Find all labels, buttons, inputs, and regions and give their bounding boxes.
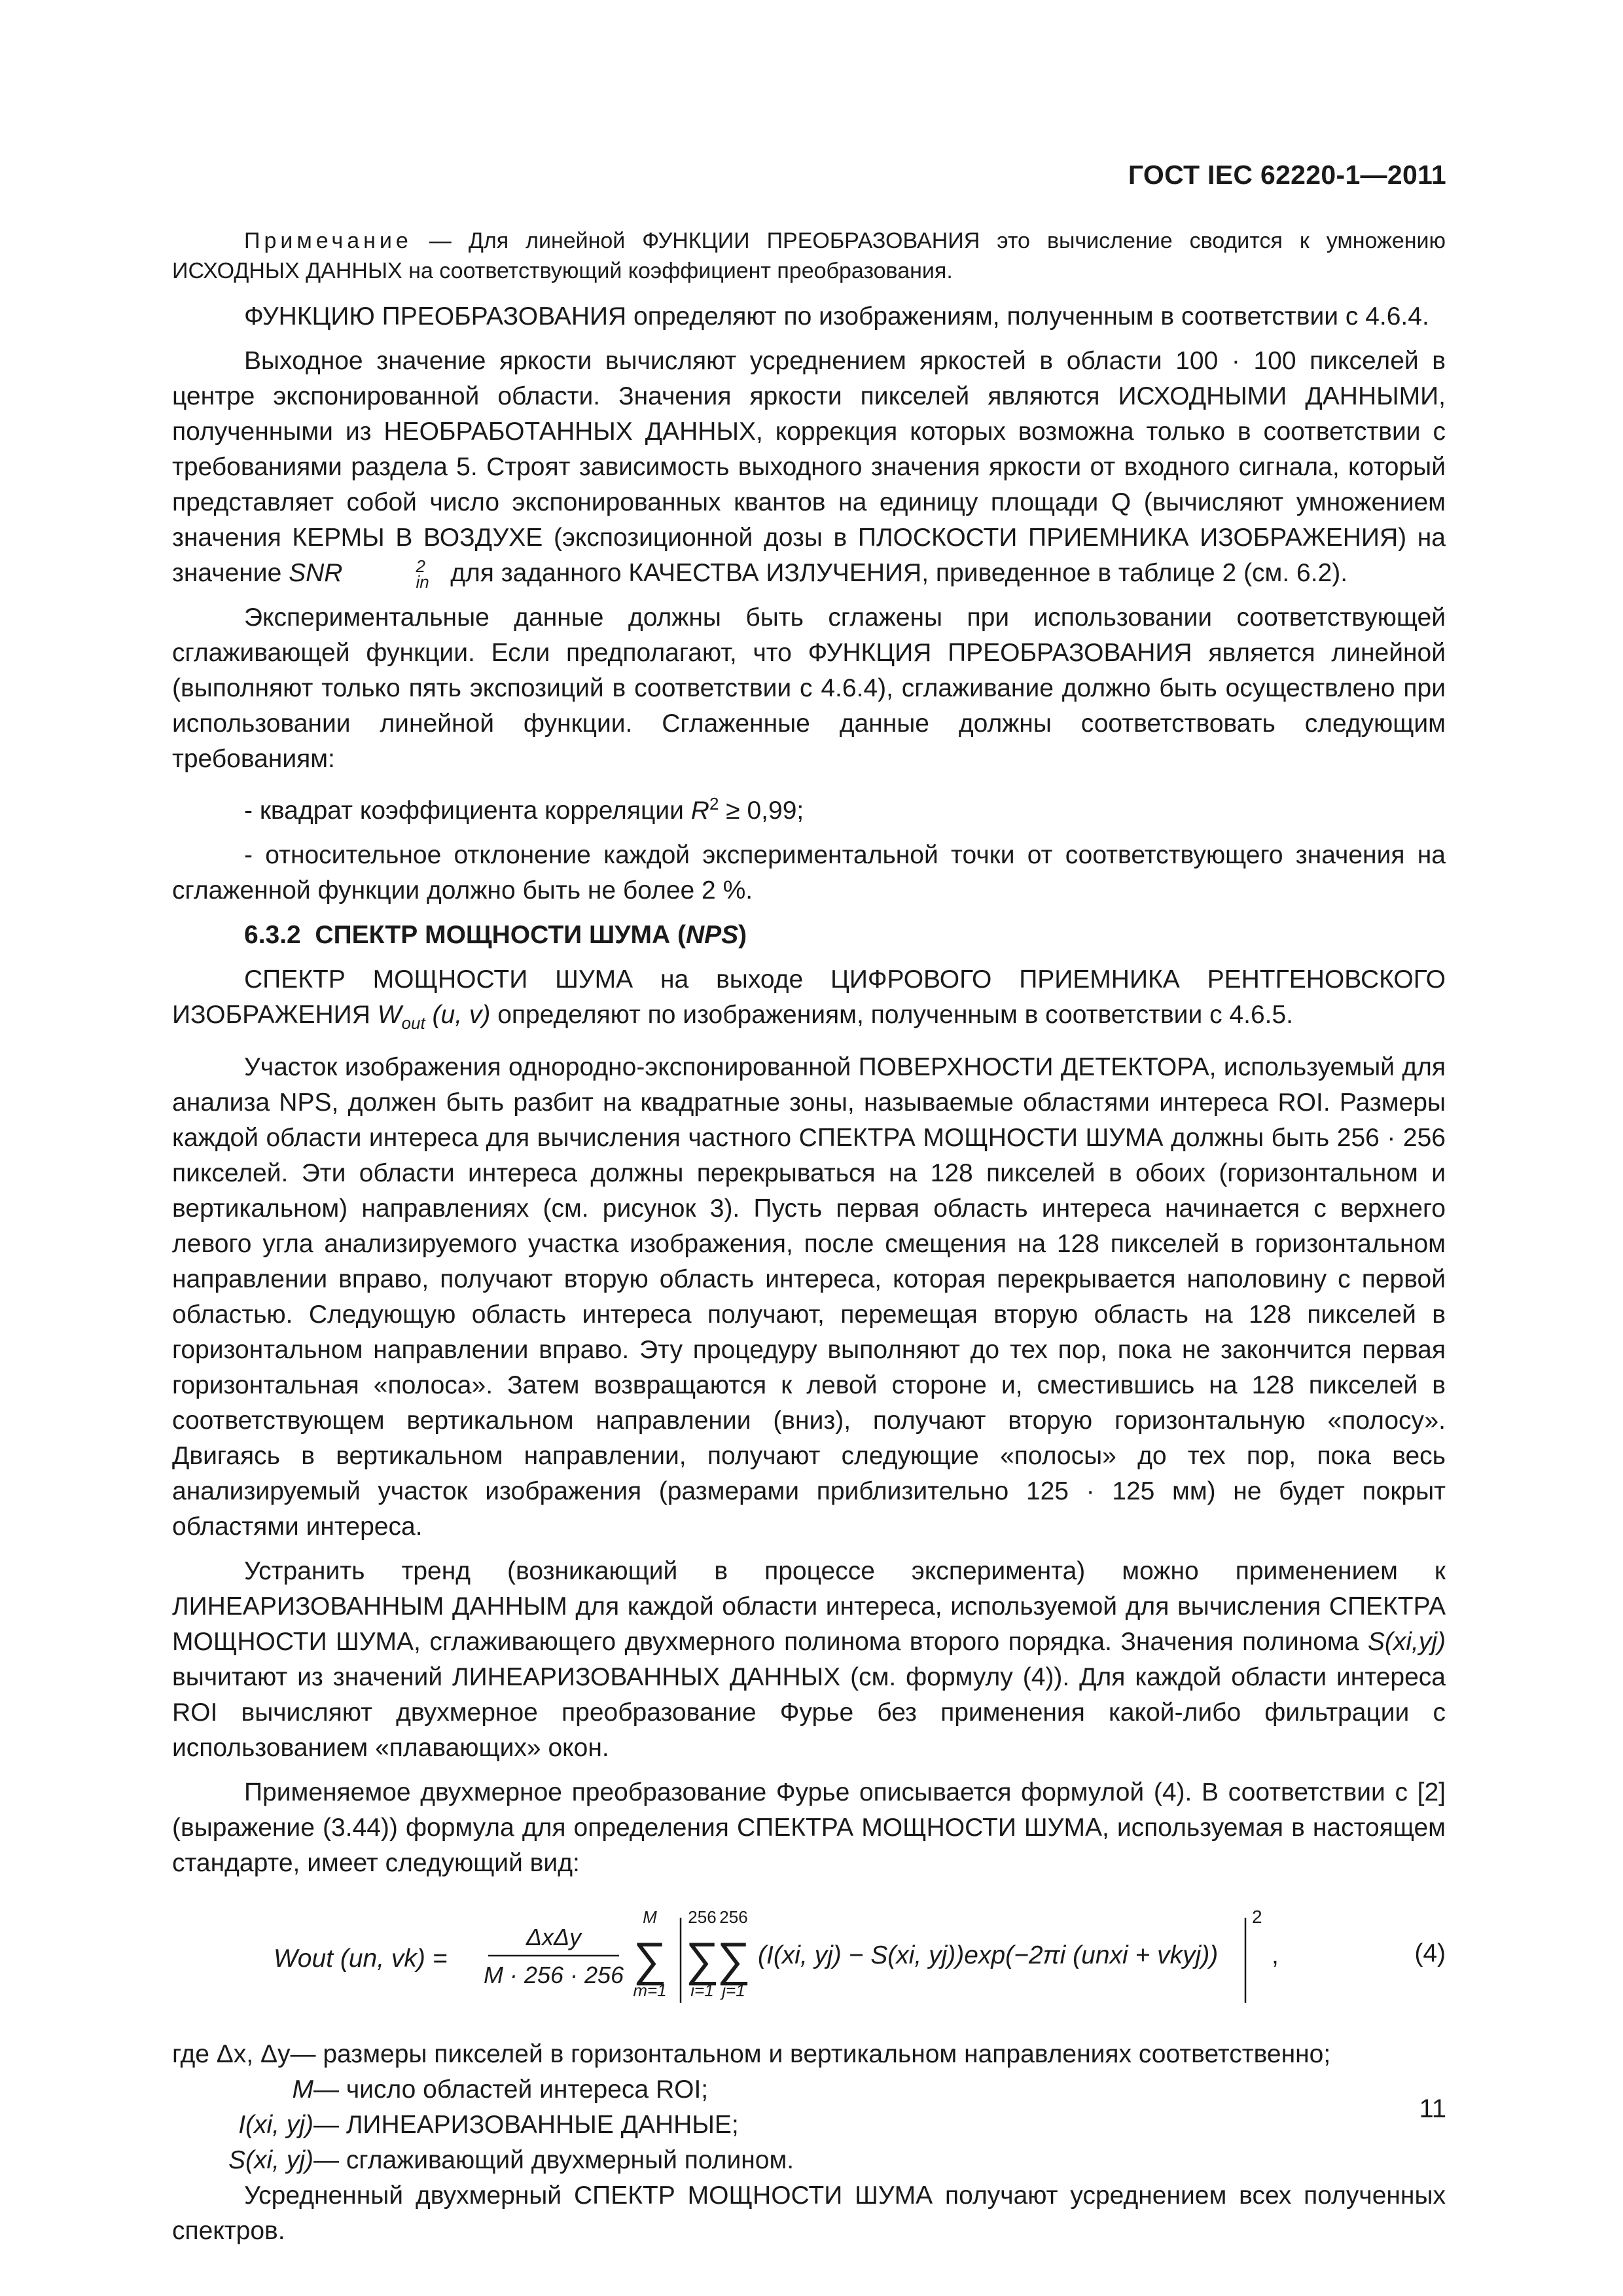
svg-text:,: , [1272,1941,1279,1969]
nps-formula [172,1898,1446,2022]
sum-sign-m: ∑ [633,1933,667,1986]
svg-text:i=1: i=1 [690,1980,714,2000]
formula-summand: (I(xi, yj) − S(xi, yj))exp(−2πi (unxi + vkyj)) [758,1941,1219,1969]
page-number: 11 [1419,2094,1446,2123]
standard-header: ГОСТ IEC 62220-1—2011 [1128,160,1446,190]
paragraph-averaged-nps: Усредненный двухмерный СПЕКТР МОЩНОСТИ ШУМА получают усреднением всех полученных спектров. [172,2181,1446,2245]
paragraph-fourier: Применяемое двухмерное преобразование Фурье описывается формулой (4). В соответствии с [2] (выражение (3.44)) формула для определения СПЕКТРА МОЩНОСТИ ШУМА, используемая в настоящем стандарте, имеет следующий вид: [172,1778,1446,1877]
paragraph-trend: Устранить тренд (возникающий в процессе эксперимента) можно применением к ЛИНЕАРИЗОВАННЫМ ДАННЫМ для каждой области интереса, используемой для вычисления СПЕКТРА МОЩНОСТИ ШУМА, сглаживающего двухмерного полинома второго порядка. Значения полинома S(xi,yj) вычитают из значений ЛИНЕАРИЗОВАННЫХ ДАННЫХ (см. формулу (4)). Для каждой области интереса ROI вычисляют двухмерное преобразование Фурье без применения какой-либо фильтрации с использованием «плавающих» окон. [172,1556,1446,1762]
list-item-correlation: - квадрат коэффициента корреляции $R^2 \ge 0,99$; [244,794,804,825]
formula-numerator: ΔxΔy [526,1923,582,1950]
paragraph-roi: Участок изображения однородно-экспонированной ПОВЕРХНОСТИ ДЕТЕКТОРА, используемый для анализа NPS, должен быть разбит на квадратные зоны, называемые областями интереса ROI. Размеры каждой области интереса для вычисления частного СПЕКТРА МОЩНОСТИ ШУМА должны быть 256 · 256 пикселей. Эти области интереса должны перекрываться на 128 пикселей в обоих (горизонтальном и вертикальном) направлениях (см. рисунок 3). Пусть первая область интереса начинается с верхнего левого угла анализируемого участка изображения, после смещения на 128 пикселей в горизонтальном направлении вправо, получают вторую область интереса, которая перекрывается наполовину с первой областью. Следующую область интереса получают, перемещая вторую область на 128 пикселей в горизонтальном направлении вправо. Эту процедуру выполняют до тех пор, пока не закончится первая горизонтальная «полоса». Затем возвращаются к левой стороне и, сместившись на 128 пикселей в соответствующем вертикальном направлении (вниз), получают вторую горизонтальную «полосу». Двигаясь в вертикальном направлении, получают следующие «полосы» до тех пор, пока весь анализируемый участок изображения (размерами приблизительно 125 · 125 мм) не будет покрыт областями интереса. [172,1052,1446,1541]
list-item-deviation: - относительное отклонение каждой экспериментальной точки от соответствующего значения на сглаженной функции должно быть не более 2 %. [172,841,1446,905]
where-item: M — число областей интереса ROI; [292,2075,709,2104]
svg-text:256: 256 [719,1907,748,1927]
sum-sign-i: ∑ [685,1933,719,1986]
section-heading: 6.3.2 СПЕКТР МОЩНОСТИ ШУМА (NPS) [244,921,747,949]
svg-text:M: M [643,1907,657,1927]
where-item: S(xi, yj) — сглаживающий двухмерный полином. [228,2145,794,2174]
paragraph-smoothing: Экспериментальные данные должны быть сглажены при использовании соответствующей сглаживающей функции. Если предполагают, что ФУНКЦИЯ ПРЕОБРАЗОВАНИЯ является линейной (выполняют только пять экспозиций в соответствии с 4.6.4), сглаживание должно быть осуществлено при использовании линейной функции. Сглаженные данные должны соответствовать следующим требованиям: [172,603,1446,773]
formula-lhs: Wout (un, vk) = [274,1944,448,1973]
paragraph-transfer-function: ФУНКЦИЮ ПРЕОБРАЗОВАНИЯ определяют по изображениям, полученным в соответствии с 4.6.4. [244,302,1429,331]
snr-symbol: SNR 2 in [289,556,429,592]
where-item: I(xi, yj) — ЛИНЕАРИЗОВАННЫЕ ДАННЫЕ; [238,2110,739,2139]
svg-text:256: 256 [688,1907,717,1927]
formula-number: (4) [1414,1939,1446,1967]
formula-power: 2 [1252,1906,1262,1927]
svg-text:m=1: m=1 [633,1980,667,2000]
note-label: Примечание [244,228,412,253]
paragraph-nps-definition: СПЕКТР МОЩНОСТИ ШУМА на выходе ЦИФРОВОГО ПРИЕМНИКА РЕНТГЕНОВСКОГО ИЗОБРАЖЕНИЯ $W_{out}$ (u, v) определяют по изображениям, полученным в соответствии с 4.6.5. [172,965,1446,1033]
svg-text:j=1: j=1 [722,1980,745,2000]
where-item: где Δx, Δy — размеры пикселей в горизонтальном и вертикальном направлениях соответственно; [172,2039,1331,2068]
formula-denominator: M · 256 · 256 [483,1961,624,1988]
note-paragraph: Примечание — Для линейной ФУНКЦИИ ПРЕОБРАЗОВАНИЯ это вычисление сводится к умножению ИСХОДНЫХ ДАННЫХ на соответствующий коэффициент преобразования. [172,228,1446,283]
where-list [172,2037,1446,2178]
paragraph-output-brightness: Выходное значение яркости вычисляют усреднением яркостей в области 100 · 100 пикселей в центре экспонированной области. Значения яркости пикселей являются ИСХОДНЫМИ ДАННЫМИ, полученными из НЕОБРАБОТАННЫХ ДАННЫХ, коррекция которых возможна только в соответствии с требованиями раздела 5. Строят зависимость выходного значения яркости от входного сигнала, который представляет собой число экспонированных квантов на единицу площади Q (вычисляют умножением значения КЕРМЫ В ВОЗДУХЕ (экспозиционной дозы в ПЛОСКОСТИ ПРИЕМНИКА ИЗОБРАЖЕНИЯ) на значение SNR 2 in для заданного КАЧЕСТВА ИЗЛУЧЕНИЯ, приведенное в таблице 2 (см. 6.2). [172,347,1446,592]
document-body [172,226,1446,2249]
sum-sign-j: ∑ [717,1933,751,1986]
formula-4 [172,1898,1446,2022]
note-text: Для линейной ФУНКЦИИ ПРЕОБРАЗОВАНИЯ это вычисление сводится к умножению ИСХОДНЫХ ДАННЫХ на соответствующий коэффициент преобразования. [172,228,1446,283]
